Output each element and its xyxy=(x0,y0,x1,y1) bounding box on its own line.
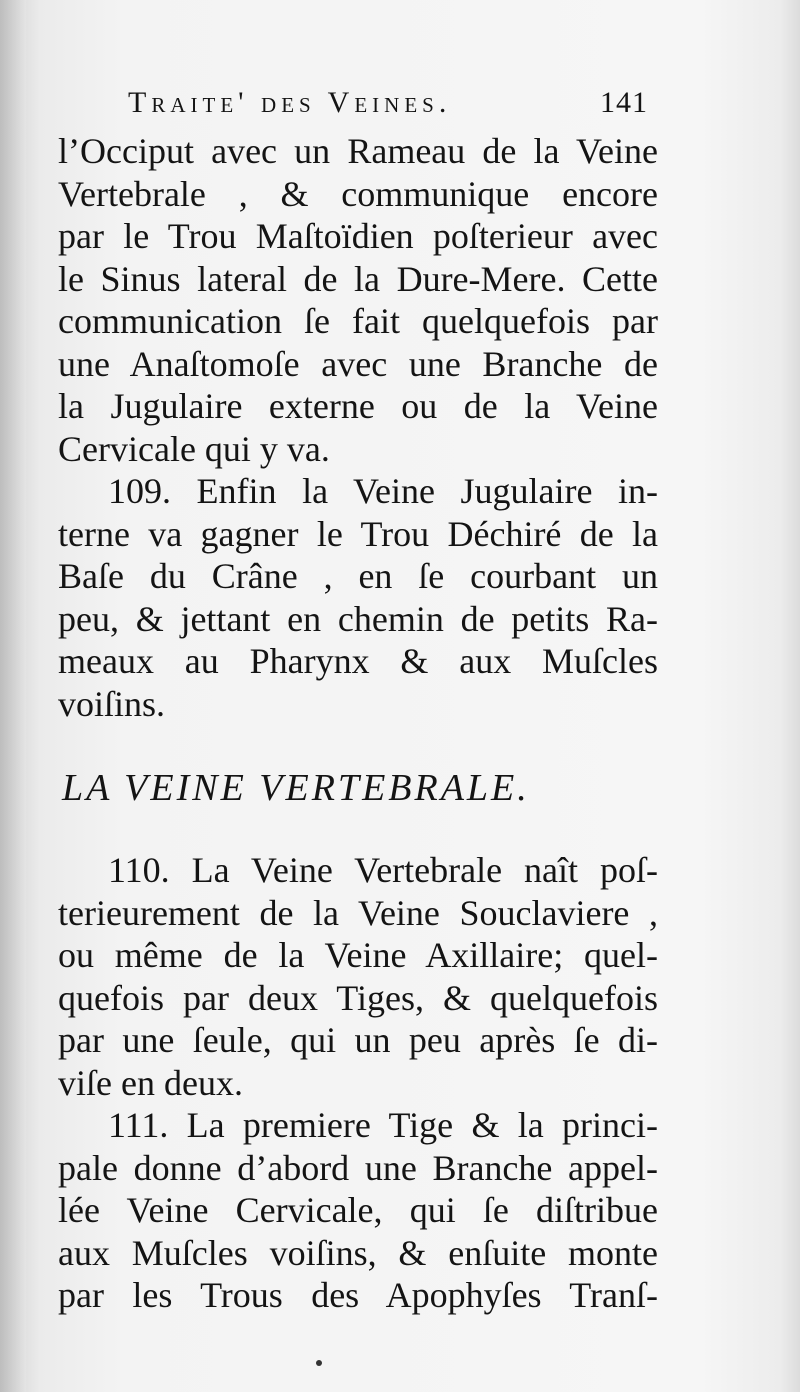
text-line: voiſins. xyxy=(58,683,166,724)
text-line: le Sinus lateral de la Dure-Mere. Cette xyxy=(58,258,658,299)
text-line: ou même de la Veine Axillaire; quel- xyxy=(58,935,658,975)
text-line: la Jugulaire externe ou de la Veine xyxy=(58,386,658,426)
text-line: terieurement de la Veine Souclaviere , xyxy=(58,892,658,933)
ink-speck xyxy=(316,1360,322,1366)
text-line: Vertebrale , & communique encore xyxy=(58,173,658,214)
text-line: terne va gagner le Trou Déchiré de la xyxy=(58,513,658,554)
heading-spacer xyxy=(58,823,658,849)
paragraph-109-start: 109. Enfin la Veine Jugulaire in- xyxy=(108,471,658,511)
text-line: lée Veine Cervicale, qui ſe diſtribue xyxy=(58,1190,658,1230)
page-binding-edge xyxy=(0,0,26,1392)
text-line: Baſe du Crâne , en ſe courbant un xyxy=(58,556,658,596)
body-text xyxy=(58,130,658,1317)
text-line: une Anaſtomoſe avec une Branche de xyxy=(58,343,658,384)
text-line: peu, & jettant en chemin de petits Ra- xyxy=(58,598,658,639)
paragraph-110-start: 110. La Veine Vertebrale naît poſ- xyxy=(108,850,658,890)
text-line: l’Occiput avec un Rameau de la Veine xyxy=(58,131,658,171)
section-heading: LA VEINE VERTEBRALE. xyxy=(62,767,530,809)
text-line: Cervicale qui y va. xyxy=(58,428,330,469)
text-line: meaux au Pharynx & aux Muſcles xyxy=(58,641,658,681)
running-head xyxy=(128,86,648,126)
text-line: pale donne d’abord une Branche appel- xyxy=(58,1147,658,1188)
running-title: Traite' des Veines. xyxy=(128,86,452,119)
text-line: viſe en deux. xyxy=(58,1062,243,1103)
page-number: 141 xyxy=(600,86,648,119)
text-line: quefois par deux Tiges, & quelquefois xyxy=(58,977,658,1018)
text-line: aux Muſcles voiſins, & enſuite monte xyxy=(58,1232,658,1273)
text-line: par les Trous des Apophyſes Tranſ- xyxy=(58,1275,658,1315)
paragraph-111-start: 111. La premiere Tige & la princi- xyxy=(108,1105,658,1145)
text-line: par le Trou Maſtoïdien poſterieur avec xyxy=(58,216,658,256)
text-line: par une ſeule, qui un peu après ſe di- xyxy=(58,1020,658,1060)
text-line: communication ſe fait quelquefois par xyxy=(58,301,658,341)
